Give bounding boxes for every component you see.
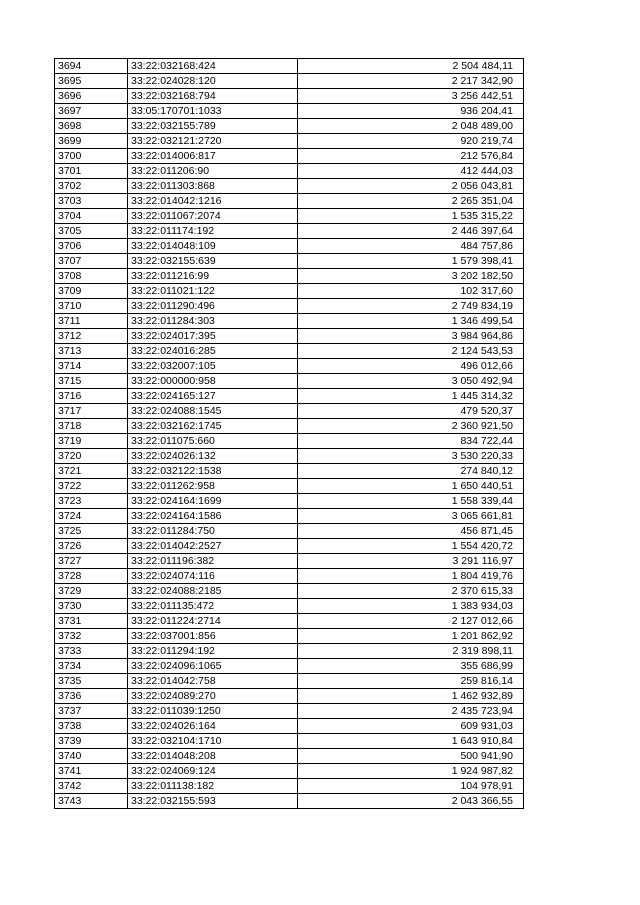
table-row (55, 629, 524, 644)
cadastral-value-cell: 3 530 220,33 (298, 449, 524, 464)
cadastral-number-cell: 33:22:032121:2720 (128, 134, 298, 149)
row-number-cell: 3718 (55, 419, 128, 434)
table-row (55, 419, 524, 434)
cadastral-value-cell: 834 722,44 (298, 434, 524, 449)
cadastral-value-cell: 3 050 492,94 (298, 374, 524, 389)
table-row (55, 269, 524, 284)
cadastral-value-cell: 1 579 398,41 (298, 254, 524, 269)
cadastral-value-cell: 2 370 615,33 (298, 584, 524, 599)
cadastral-value-cell: 1 535 315,22 (298, 209, 524, 224)
cadastral-value-cell: 2 217 342,90 (298, 74, 524, 89)
cadastral-number-cell: 33:22:032155:789 (128, 119, 298, 134)
row-number-cell: 3728 (55, 569, 128, 584)
row-number-cell: 3697 (55, 104, 128, 119)
cadastral-number-cell: 33:22:024017:395 (128, 329, 298, 344)
cadastral-value-cell: 496 012,66 (298, 359, 524, 374)
cadastral-value-cell: 479 520,37 (298, 404, 524, 419)
row-number-cell: 3708 (55, 269, 128, 284)
row-number-cell: 3738 (55, 719, 128, 734)
row-number-cell: 3704 (55, 209, 128, 224)
table-row (55, 479, 524, 494)
row-number-cell: 3735 (55, 674, 128, 689)
row-number-cell: 3707 (55, 254, 128, 269)
row-number-cell: 3737 (55, 704, 128, 719)
cadastral-number-cell: 33:22:024028:120 (128, 74, 298, 89)
row-number-cell: 3722 (55, 479, 128, 494)
cadastral-number-cell: 33:22:011290:496 (128, 299, 298, 314)
row-number-cell: 3731 (55, 614, 128, 629)
row-number-cell: 3695 (55, 74, 128, 89)
cadastral-number-cell: 33:22:011138:182 (128, 779, 298, 794)
cadastral-number-cell: 33:22:024069:124 (128, 764, 298, 779)
cadastral-number-cell: 33:22:011174:192 (128, 224, 298, 239)
cadastral-number-cell: 33:22:032007:105 (128, 359, 298, 374)
row-number-cell: 3699 (55, 134, 128, 149)
table-row (55, 554, 524, 569)
table-row (55, 329, 524, 344)
row-number-cell: 3696 (55, 89, 128, 104)
cadastral-value-cell: 609 931,03 (298, 719, 524, 734)
table-row (55, 509, 524, 524)
table-row (55, 359, 524, 374)
row-number-cell: 3743 (55, 794, 128, 809)
row-number-cell: 3739 (55, 734, 128, 749)
table-row (55, 599, 524, 614)
cadastral-value-cell: 2 127 012,66 (298, 614, 524, 629)
cadastral-value-cell: 2 360 921,50 (298, 419, 524, 434)
cadastral-number-cell: 33:22:032155:593 (128, 794, 298, 809)
cadastral-number-cell: 33:22:024026:164 (128, 719, 298, 734)
table-row (55, 194, 524, 209)
cadastral-value-cell: 412 444,03 (298, 164, 524, 179)
table-row (55, 719, 524, 734)
cadastral-number-cell: 33:22:024088:2185 (128, 584, 298, 599)
cadastral-number-cell: 33:22:032155:639 (128, 254, 298, 269)
cadastral-value-table (54, 58, 524, 809)
row-number-cell: 3723 (55, 494, 128, 509)
cadastral-number-cell: 33:22:014048:208 (128, 749, 298, 764)
cadastral-number-cell: 33:22:024074:116 (128, 569, 298, 584)
cadastral-value-cell: 2 043 366,55 (298, 794, 524, 809)
table-row (55, 764, 524, 779)
table-row (55, 209, 524, 224)
row-number-cell: 3726 (55, 539, 128, 554)
cadastral-value-cell: 2 749 834,19 (298, 299, 524, 314)
row-number-cell: 3734 (55, 659, 128, 674)
table-row (55, 464, 524, 479)
cadastral-value-cell: 1 383 934,03 (298, 599, 524, 614)
cadastral-value-cell: 1 445 314,32 (298, 389, 524, 404)
cadastral-number-cell: 33:22:024096:1065 (128, 659, 298, 674)
cadastral-number-cell: 33:22:014048:109 (128, 239, 298, 254)
cadastral-number-cell: 33:22:037001:856 (128, 629, 298, 644)
row-number-cell: 3703 (55, 194, 128, 209)
cadastral-number-cell: 33:22:011224:2714 (128, 614, 298, 629)
table-body (55, 59, 524, 809)
cadastral-value-cell: 456 871,45 (298, 524, 524, 539)
table-row (55, 584, 524, 599)
cadastral-number-cell: 33:22:000000:958 (128, 374, 298, 389)
table-row (55, 434, 524, 449)
table-row (55, 569, 524, 584)
cadastral-number-cell: 33:22:014042:758 (128, 674, 298, 689)
row-number-cell: 3698 (55, 119, 128, 134)
cadastral-value-cell: 1 462 932,89 (298, 689, 524, 704)
cadastral-number-cell: 33:22:024089:270 (128, 689, 298, 704)
table-row (55, 689, 524, 704)
cadastral-number-cell: 33:22:011196:382 (128, 554, 298, 569)
cadastral-value-cell: 2 048 489,00 (298, 119, 524, 134)
table-row (55, 614, 524, 629)
cadastral-value-cell: 1 643 910,84 (298, 734, 524, 749)
table-row (55, 134, 524, 149)
table-row (55, 779, 524, 794)
row-number-cell: 3710 (55, 299, 128, 314)
row-number-cell: 3719 (55, 434, 128, 449)
cadastral-value-cell: 2 504 484,11 (298, 59, 524, 74)
row-number-cell: 3727 (55, 554, 128, 569)
cadastral-number-cell: 33:22:011284:750 (128, 524, 298, 539)
table-row (55, 524, 524, 539)
row-number-cell: 3705 (55, 224, 128, 239)
cadastral-value-cell: 3 202 182,50 (298, 269, 524, 284)
row-number-cell: 3724 (55, 509, 128, 524)
cadastral-value-cell: 1 346 499,54 (298, 314, 524, 329)
cadastral-number-cell: 33:22:011021:122 (128, 284, 298, 299)
cadastral-value-cell: 259 816,14 (298, 674, 524, 689)
cadastral-number-cell: 33:22:011039:1250 (128, 704, 298, 719)
table-row (55, 89, 524, 104)
cadastral-number-cell: 33:22:032168:794 (128, 89, 298, 104)
cadastral-number-cell: 33:22:032122:1538 (128, 464, 298, 479)
table-row (55, 284, 524, 299)
table-row (55, 794, 524, 809)
cadastral-number-cell: 33:22:032104:1710 (128, 734, 298, 749)
cadastral-number-cell: 33:22:011135:472 (128, 599, 298, 614)
cadastral-value-cell: 1 924 987,82 (298, 764, 524, 779)
cadastral-value-cell: 500 941,90 (298, 749, 524, 764)
table-row (55, 119, 524, 134)
cadastral-value-cell: 920 219,74 (298, 134, 524, 149)
table-row (55, 59, 524, 74)
cadastral-number-cell: 33:22:011303:868 (128, 179, 298, 194)
cadastral-value-cell: 355 686,99 (298, 659, 524, 674)
row-number-cell: 3709 (55, 284, 128, 299)
cadastral-number-cell: 33:22:011262:958 (128, 479, 298, 494)
cadastral-value-cell: 2 435 723,94 (298, 704, 524, 719)
row-number-cell: 3694 (55, 59, 128, 74)
table-row (55, 254, 524, 269)
cadastral-number-cell: 33:22:024164:1586 (128, 509, 298, 524)
cadastral-number-cell: 33:22:011284:303 (128, 314, 298, 329)
cadastral-value-cell: 3 984 964,86 (298, 329, 524, 344)
cadastral-number-cell: 33:22:011067:2074 (128, 209, 298, 224)
table-row (55, 224, 524, 239)
cadastral-value-cell: 1 554 420,72 (298, 539, 524, 554)
table-row (55, 374, 524, 389)
cadastral-number-cell: 33:22:011216:99 (128, 269, 298, 284)
row-number-cell: 3736 (55, 689, 128, 704)
table-row (55, 164, 524, 179)
row-number-cell: 3700 (55, 149, 128, 164)
cadastral-number-cell: 33:22:011294:192 (128, 644, 298, 659)
row-number-cell: 3715 (55, 374, 128, 389)
row-number-cell: 3741 (55, 764, 128, 779)
cadastral-value-cell: 212 576,84 (298, 149, 524, 164)
cadastral-value-cell: 2 265 351,04 (298, 194, 524, 209)
table-row (55, 674, 524, 689)
row-number-cell: 3713 (55, 344, 128, 359)
cadastral-number-cell: 33:22:024164:1699 (128, 494, 298, 509)
cadastral-value-cell: 2 319 898,11 (298, 644, 524, 659)
cadastral-value-cell: 1 650 440,51 (298, 479, 524, 494)
cadastral-value-cell: 104 978,91 (298, 779, 524, 794)
row-number-cell: 3706 (55, 239, 128, 254)
cadastral-value-cell: 1 804 419,76 (298, 569, 524, 584)
cadastral-number-cell: 33:22:032168:424 (128, 59, 298, 74)
cadastral-value-cell: 3 256 442,51 (298, 89, 524, 104)
row-number-cell: 3701 (55, 164, 128, 179)
cadastral-value-cell: 102 317,60 (298, 284, 524, 299)
row-number-cell: 3721 (55, 464, 128, 479)
cadastral-number-cell: 33:05:170701:1033 (128, 104, 298, 119)
row-number-cell: 3702 (55, 179, 128, 194)
table-row (55, 494, 524, 509)
row-number-cell: 3720 (55, 449, 128, 464)
cadastral-value-cell: 2 124 543,53 (298, 344, 524, 359)
cadastral-number-cell: 33:22:024016:285 (128, 344, 298, 359)
table-row (55, 149, 524, 164)
row-number-cell: 3740 (55, 749, 128, 764)
table-row (55, 389, 524, 404)
cadastral-number-cell: 33:22:032162:1745 (128, 419, 298, 434)
cadastral-value-cell: 484 757,86 (298, 239, 524, 254)
table-row (55, 74, 524, 89)
row-number-cell: 3725 (55, 524, 128, 539)
cadastral-number-cell: 33:22:011075:660 (128, 434, 298, 449)
cadastral-value-cell: 2 446 397,64 (298, 224, 524, 239)
table-row (55, 239, 524, 254)
row-number-cell: 3732 (55, 629, 128, 644)
cadastral-value-cell: 1 558 339,44 (298, 494, 524, 509)
table-row (55, 659, 524, 674)
table-row (55, 539, 524, 554)
table-row (55, 404, 524, 419)
cadastral-value-cell: 1 201 862,92 (298, 629, 524, 644)
row-number-cell: 3717 (55, 404, 128, 419)
row-number-cell: 3729 (55, 584, 128, 599)
table-row (55, 104, 524, 119)
row-number-cell: 3742 (55, 779, 128, 794)
cadastral-value-cell: 274 840,12 (298, 464, 524, 479)
row-number-cell: 3716 (55, 389, 128, 404)
table-row (55, 344, 524, 359)
cadastral-number-cell: 33:22:011206:90 (128, 164, 298, 179)
cadastral-value-cell: 3 065 661,81 (298, 509, 524, 524)
table-row (55, 734, 524, 749)
cadastral-number-cell: 33:22:024088:1545 (128, 404, 298, 419)
table-row (55, 314, 524, 329)
table-row (55, 704, 524, 719)
cadastral-value-cell: 3 291 116,97 (298, 554, 524, 569)
row-number-cell: 3711 (55, 314, 128, 329)
row-number-cell: 3730 (55, 599, 128, 614)
row-number-cell: 3733 (55, 644, 128, 659)
row-number-cell: 3712 (55, 329, 128, 344)
cadastral-number-cell: 33:22:014042:1216 (128, 194, 298, 209)
row-number-cell: 3714 (55, 359, 128, 374)
table-row (55, 299, 524, 314)
table-row (55, 179, 524, 194)
cadastral-value-cell: 2 056 043,81 (298, 179, 524, 194)
cadastral-number-cell: 33:22:024165:127 (128, 389, 298, 404)
table-row (55, 749, 524, 764)
table-row (55, 449, 524, 464)
cadastral-number-cell: 33:22:014006:817 (128, 149, 298, 164)
cadastral-number-cell: 33:22:014042:2527 (128, 539, 298, 554)
cadastral-value-cell: 936 204,41 (298, 104, 524, 119)
cadastral-number-cell: 33:22:024026:132 (128, 449, 298, 464)
table-row (55, 644, 524, 659)
